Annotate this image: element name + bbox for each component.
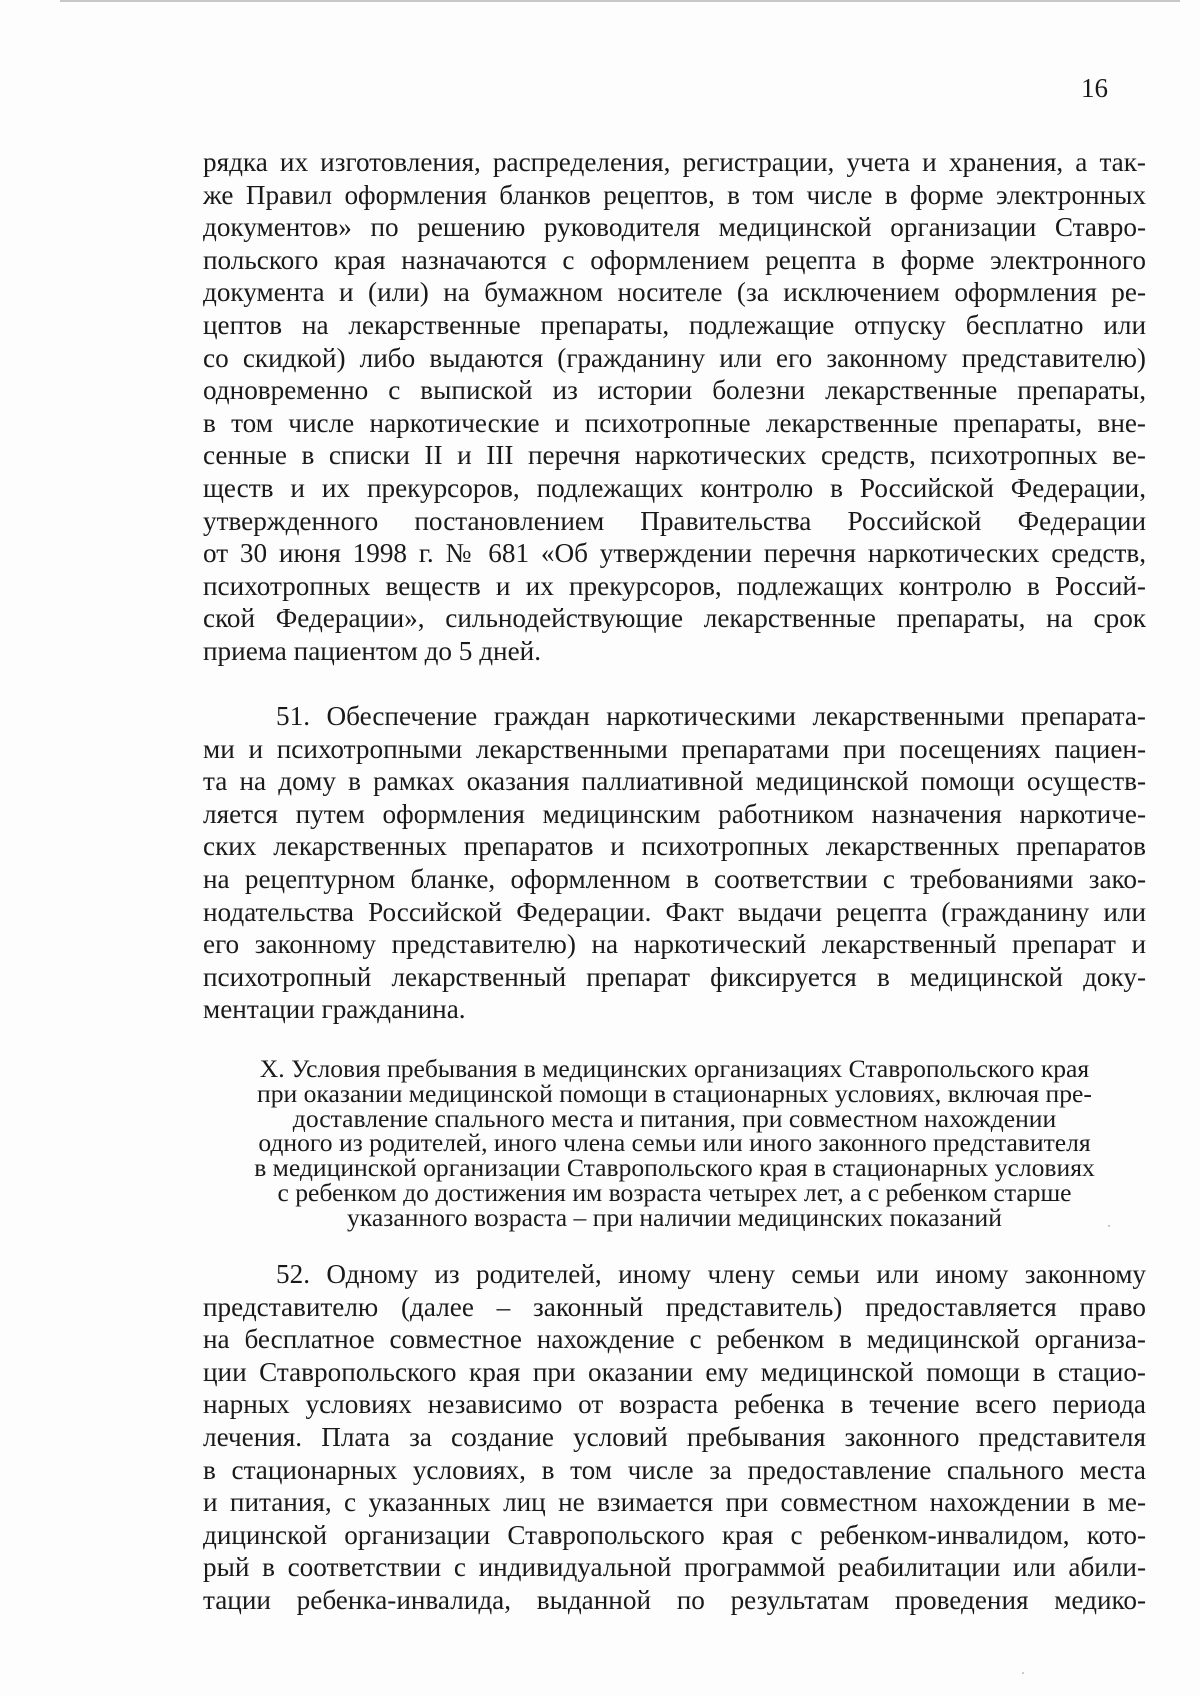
text-line: ляется путем оформления медицинским работником назначения наркотиче- — [203, 798, 1146, 829]
text-line: в том числе наркотические и психотропные лекарственные препараты, вне- — [203, 407, 1146, 438]
text-line: со скидкой) либо выдаются (гражданину или его законному представителю) — [203, 342, 1146, 373]
text-line: его законному представителю) на наркотический лекарственный препарат и — [203, 929, 1146, 960]
text-line: психотропных веществ и их прекурсоров, подлежащих контролю в Россий- — [203, 570, 1146, 601]
text-line: приема пациентом до 5 дней. — [203, 635, 541, 666]
text-line: на рецептурном бланке, оформленном в соответствии с требованиями зако- — [203, 863, 1146, 894]
text-line: документа и (или) на бумажном носителе (за исключением оформления ре- — [203, 277, 1146, 308]
text-line: психотропный лекарственный препарат фиксируется в медицинской доку- — [203, 961, 1146, 992]
text-line: тации ребенка-инвалида, выданной по результатам проведения медико- — [203, 1584, 1146, 1615]
paragraph-continuation — [203, 146, 1146, 668]
text-line: 51. Обеспечение граждан наркотическими лекарственными препарата- — [276, 701, 1146, 731]
text-line: ществ и их прекурсоров, подлежащих контролю в Российской Федерации, — [203, 472, 1146, 503]
heading-line: доставление спального места и питания, при совместном нахождении — [292, 1103, 1057, 1133]
heading-line: X. Условия пребывания в медицинских организациях Ставропольского края — [259, 1054, 1090, 1083]
text-line: ции Ставропольского края при оказании ему медицинской помощи в стацио- — [203, 1356, 1146, 1387]
heading-line: указанного возраста – при наличии медицинских показаний — [347, 1202, 1002, 1232]
heading-line: одного из родителей, иного члена семьи или иного законного представителя — [258, 1128, 1091, 1158]
text-line: от 30 июня 1998 г. № 681 «Об утверждении перечня наркотических средств, — [203, 538, 1146, 569]
text-line: сенные в списки II и III перечня наркотических средств, психотропных ве- — [203, 440, 1146, 471]
text-line: нарных условиях независимо от возраста ребенка в течение всего периода — [203, 1389, 1146, 1420]
text-line: нодательства Российской Федерации. Факт выдачи рецепта (гражданину или — [203, 896, 1146, 927]
text-line: и питания, с указанных лиц не взимается при совместном нахождении в ме- — [203, 1487, 1146, 1518]
heading-line: в медицинской организации Ставропольского края в стационарных условиях — [254, 1153, 1095, 1183]
heading-line: при оказании медицинской помощи в стационарных условиях, включая пре- — [257, 1078, 1092, 1108]
heading-line: с ребенком до достижения им возраста четырех лет, а с ребенком старше — [277, 1177, 1072, 1207]
text-line: ской Федерации», сильнодействующие лекарственные препараты, на срок — [203, 603, 1146, 634]
text-line: та на дому в рамках оказания паллиативной медицинской помощи осуществ- — [203, 766, 1146, 797]
text-line: же Правил оформления бланков рецептов, в том числе в форме электронных — [203, 179, 1146, 210]
scan-speck — [1108, 1225, 1110, 1227]
text-line: ментации гражданина. — [203, 994, 466, 1025]
text-line: ских лекарственных препаратов и психотропных лекарственных препаратов — [203, 831, 1146, 862]
text-line: документов» по решению руководителя медицинской организации Ставро- — [203, 212, 1146, 243]
text-line: цептов на лекарственные препараты, подлежащие отпуску бесплатно или — [203, 309, 1146, 340]
text-line: в стационарных условиях, в том числе за предоставление спального места — [203, 1454, 1146, 1485]
section-heading — [203, 1054, 1146, 1232]
text-line: дицинской организации Ставропольского края с ребенком-инвалидом, кото- — [203, 1519, 1146, 1550]
text-line: на бесплатное совместное нахождение с ребенком в медицинской организа- — [203, 1324, 1146, 1355]
text-line: рядка их изготовления, распределения, регистрации, учета и хранения, а так- — [203, 147, 1146, 177]
scan-top-edge — [60, 0, 1180, 2]
text-line: представителю (далее – законный представитель) предоставляется право — [203, 1291, 1146, 1322]
page-number: 16 — [1081, 73, 1108, 103]
text-line: 52. Одному из родителей, иному члену семьи или иному законному — [276, 1259, 1146, 1289]
text-line: польского края назначаются с оформлением рецепта в форме электронного — [203, 244, 1146, 275]
paragraph-51 — [203, 700, 1146, 1026]
text-line: лечения. Плата за создание условий пребывания законного представителя — [203, 1421, 1146, 1452]
text-line: рый в соответствии с индивидуальной программой реабилитации или абили- — [203, 1552, 1146, 1583]
scan-speck — [1022, 1672, 1024, 1674]
text-line: одновременно с выпиской из истории болезни лекарственные препараты, — [203, 375, 1146, 406]
text-line: ми и психотропными лекарственными препаратами при посещениях пациен- — [203, 733, 1146, 764]
paragraph-52 — [203, 1258, 1146, 1617]
text-line: утвержденного постановлением Правительства Российской Федерации — [203, 505, 1146, 536]
